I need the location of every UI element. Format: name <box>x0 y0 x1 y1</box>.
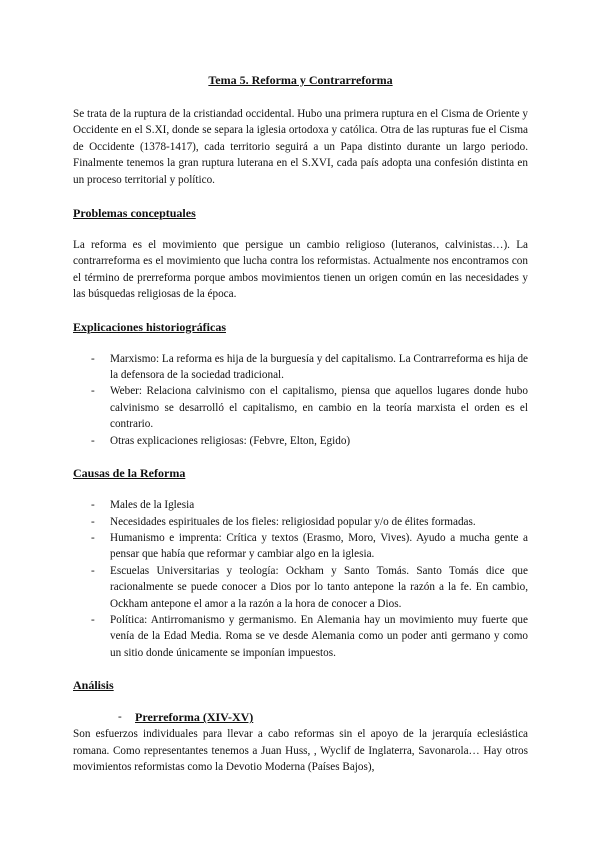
list-causas <box>73 497 528 661</box>
heading-analisis: Análisis <box>73 678 114 693</box>
dash-bullet: - <box>91 515 95 528</box>
list-item <box>73 433 528 449</box>
list-item <box>73 351 528 384</box>
list-item-text: Marxismo: La reforma es hija de la burguesía y del capitalismo. La Contrarreforma es hija de la defensora de la sociedad tradicional. <box>110 352 528 382</box>
heading-causas-reforma: Causas de la Reforma <box>73 466 186 481</box>
paragraph-problemas-conceptuales: La reforma es el movimiento que persigue un cambio religioso (luteranos, calvinistas…). La contrarreforma es el movimiento que lucha contra los reformistas. Actualmente nos encontramos con el término de prerreforma porque ambos movimientos tienen un origen común en las necesidades y las búsquedas religiosas de la época. <box>73 239 528 301</box>
list-item <box>73 612 528 661</box>
list-item <box>73 563 528 612</box>
heading-explicaciones-historiograficas: Explicaciones historiográficas <box>73 319 226 334</box>
dash-bullet: - <box>91 352 95 365</box>
dash-bullet: - <box>91 385 95 398</box>
list-item <box>73 514 528 530</box>
list-item-text: Otras explicaciones religiosas: (Febvre, Elton, Egido) <box>110 434 351 447</box>
list-item <box>73 497 528 513</box>
heading-problemas-conceptuales: Problemas conceptuales <box>73 206 196 221</box>
dash-bullet: - <box>91 613 95 626</box>
list-item <box>73 383 528 432</box>
dash-bullet: - <box>91 434 95 447</box>
subheading-text: Prerreforma (XIV-XV) <box>135 710 254 725</box>
list-item-text: Males de la Iglesia <box>110 499 195 512</box>
list-item-text: Weber: Relaciona calvinismo con el capitalismo, piensa que aquellos lugares donde hubo calvinismo se desarrolló el capitalismo, en cambio en la teoría marxista el orden es el contrario. <box>110 385 528 431</box>
paragraph-prerreforma: Son esfuerzos individuales para llevar a cabo reformas sin el apoyo de la jerarquía eclesiástica romana. Como representantes tenemos a Juan Huss, , Wyclif de Inglaterra, Savonarola… Hay otros movimientos reformistas como la Devotio Moderna (Países Bajos), <box>73 728 528 773</box>
subheading-prerreforma <box>73 709 528 726</box>
dash-bullet: - <box>91 499 95 512</box>
dash-bullet: - <box>91 564 95 577</box>
list-item <box>73 530 528 563</box>
intro-paragraph: Se trata de la ruptura de la cristiandad occidental. Hubo una primera ruptura en el Cisma de Oriente y Occidente en el S.XI, donde se separa la iglesia ortodoxa y católica. Otra de las rupturas fue el Cisma de Occidente (1378-1417), cada territorio seguirá a un Papa distinto durante un largo periodo. Finalmente tenemos la gran ruptura luterana en el S.XVI, cada país adopta una confesión distinta en un proceso territorial y político. <box>73 108 528 186</box>
document-title: Tema 5. Reforma y Contrarreforma <box>208 73 393 87</box>
dash-bullet: - <box>91 531 95 544</box>
list-item-text: Política: Antirromanismo y germanismo. En Alemania hay un movimiento muy fuerte que venía de la Edad Media. Roma se ve desde Alemania como un poder anti germano y como un sitio donde únicamente se imponían impuestos. <box>110 613 528 659</box>
list-item-text: Necesidades espirituales de los fieles: religiosidad popular y/o de élites formadas. <box>110 515 476 528</box>
list-item-text: Humanismo e imprenta: Crítica y textos (Erasmo, Moro, Vives). Ayudo a mucha gente a pensar que había que reformar y cambiar algo en la iglesia. <box>110 531 528 561</box>
list-item-text: Escuelas Universitarias y teología: Ockham y Santo Tomás. Santo Tomás dice que racionalmente se puede conocer a Dios por lo tanto antepone la razón a la fe. En cambio, Ockham antepone el amor a la razón a la hora de conocer a Dios. <box>110 564 528 610</box>
dash-bullet: - <box>118 711 122 724</box>
list-explicaciones <box>73 351 528 449</box>
